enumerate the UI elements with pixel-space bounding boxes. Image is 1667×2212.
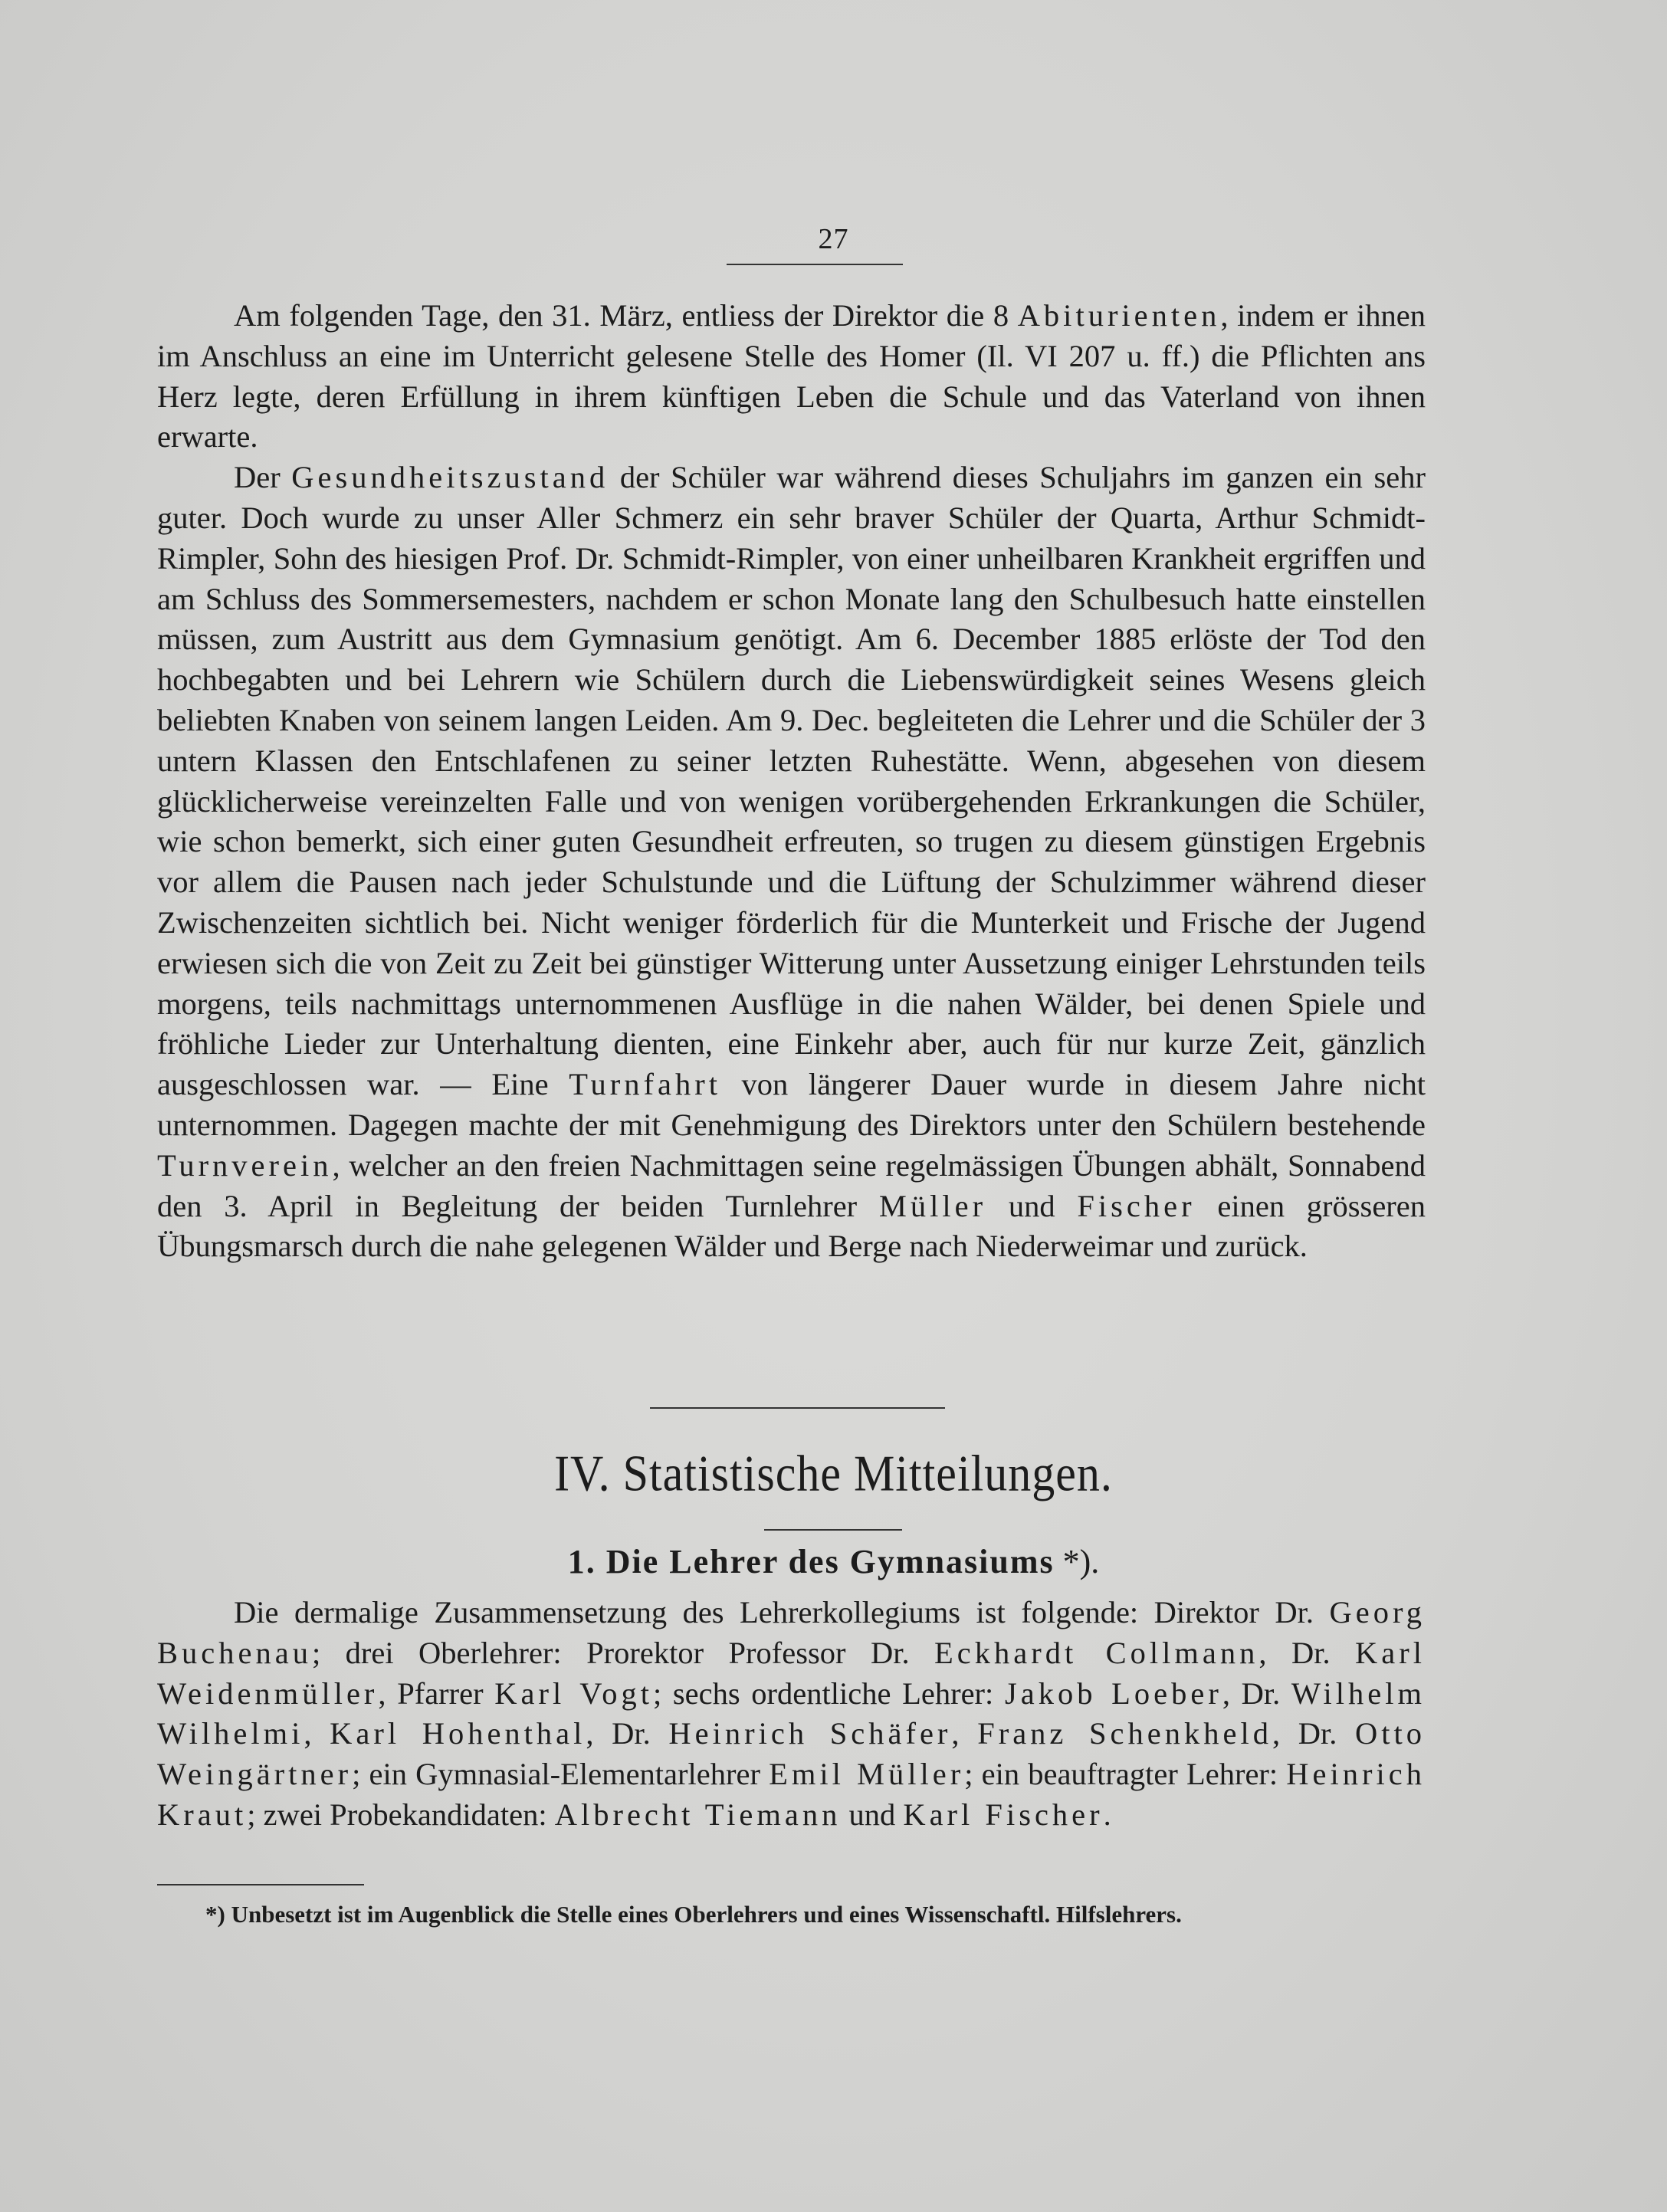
emphasis-fischer: Fischer	[1077, 1188, 1196, 1223]
header-rule	[727, 264, 903, 265]
emphasis-abiturienten: Abiturienten	[1017, 298, 1221, 333]
emphasis-turnverein: Turnverein	[157, 1147, 333, 1183]
name-buchenau: Georg Buchenau	[157, 1595, 1426, 1670]
paragraph-health: Der Gesundheitszustand der Schüler war während dieses Schuljahrs im ganzen ein sehr guter. Doch wurde zu unser Aller Schmerz ein sehr braver Schüler der Quarta, Arthur Schmidt-Rimpler, Sohn des hiesigen Prof. Dr. Schmidt-Rimpler, von einer unheilbaren Krankheit ergriffen und am Schluss des Sommersemesters, nachdem er schon Monate lang den Schulbesuch hatte einstellen müssen, zum Austritt aus dem Gymnasium genötigt. Am 6. December 1885 erlöste der Tod den hochbegabten und bei Lehrern wie Schülern durch die Liebenswürdigkeit seines Wesens gleich beliebten Knaben von seinem langen Leiden. Am 9. Dec. begleiteten die Lehrer und die Schüler der 3 untern Klassen den Entschlafenen zu seiner letzten Ruhestätte. Wenn, abgesehen von diesem glücklicherweise vereinzelten Falle und von wenigen vorübergehenden Erkrankungen die Schüler, wie schon bemerkt, sich einer guten Gesundheit erfreuten, so trugen zu diesem günstigen Ergebnis vor allem die Pausen nach jeder Schulstunde und die Lüftung der Schulzimmer während dieser Zwischenzeiten sichtlich bei. Nicht weniger förderlich für die Munterkeit und Frische der Jugend erwiesen sich die von Zeit zu Zeit bei günstiger Witterung unter Aussetzung einiger Lehrstunden teils morgens, teils nachmittags unternommenen Ausflüge in die nahen Wälder, bei denen Spiele und fröhliche Lieder zur Unterhaltung dienten, eine Einkehr aber, auch für nur kurze Zeit, gänzlich ausgeschlossen war. — Eine Turnfahrt von längerer Dauer wurde in diesem Jahre nicht unternommen. Dagegen machte der mit Genehmigung des Direktors unter den Schülern bestehende Turnverein, welcher an den freien Nachmittagen seine regelmässigen Übungen abhält, Sonnabend den 3. April in Begleitung der beiden Turnlehrer Müller und Fischer einen grösseren Übungsmarsch durch die nahe gelegenen Wälder und Berge nach Niederweimar und zurück.	[157, 460, 1426, 1264]
chronicle-text	[157, 296, 1426, 1267]
emphasis-turnfahrt: Turnfahrt	[569, 1067, 721, 1102]
page-number: 27	[818, 223, 849, 255]
name-hohenthal: Karl Hohenthal	[330, 1716, 586, 1751]
name-tiemann: Albrecht Tiemann	[554, 1797, 842, 1832]
emphasis-gesundheitszustand: Gesundheitszustand	[291, 460, 609, 495]
section-divider	[650, 1407, 945, 1409]
subsection-title: 1. Die Lehrer des Gymnasiums *).	[567, 1543, 1100, 1580]
emphasis-mueller: Müller	[878, 1188, 987, 1223]
name-vogt: Karl Vogt	[494, 1675, 653, 1711]
name-schaefer: Heinrich Schäfer	[668, 1716, 952, 1751]
paragraph-graduation: Am folgenden Tage, den 31. März, entliess der Direktor die 8 Abiturienten, indem er ihnen im Anschluss an eine im Unterricht gelesene Stelle des Homer (Il. VI 207 u. ff.) die Pflichten ans Herz legte, deren Erfüllung in ihrem künftigen Leben die Schule und das Vaterland von ihnen erwarte.	[157, 298, 1426, 455]
footnote-rule	[157, 1884, 364, 1885]
name-kraut: Heinrich Kraut	[157, 1757, 1426, 1832]
subsection-divider	[764, 1529, 902, 1531]
staff-list-text	[157, 1593, 1426, 1836]
name-loeber: Jakob Loeber	[1004, 1675, 1222, 1711]
footnote-marker: *).	[1054, 1543, 1100, 1580]
name-weidenmueller: Karl Weidenmüller	[157, 1635, 1426, 1711]
section-title: IV. Statistische Mitteilungen.	[554, 1444, 1113, 1501]
name-karl-fischer: Karl Fischer	[903, 1797, 1104, 1832]
name-emil-mueller: Emil Müller	[769, 1757, 965, 1792]
name-wilhelmi: Wilhelm Wilhelmi	[157, 1675, 1426, 1751]
paragraph-staff: Die dermalige Zusammensetzung des Lehrerkollegiums ist folgende: Direktor Dr. Georg Buchenau; drei Oberlehrer: Prorektor Professor Dr. Eckhardt Collmann, Dr. Karl Weidenmüller, Pfarrer Karl Vogt; sechs ordentliche Lehrer: Jakob Loeber, Dr. Wilhelm Wilhelmi, Karl Hohenthal, Dr. Heinrich Schäfer, Franz Schenkheld, Dr. Otto Weingärtner; ein Gymnasial-Elementarlehrer Emil Müller; ein beauftragter Lehrer: Heinrich Kraut; zwei Probekandidaten: Albrecht Tiemann und Karl Fischer.	[157, 1595, 1426, 1832]
name-schenkheld: Franz Schenkheld	[977, 1716, 1272, 1751]
name-collmann: Eckhardt Collmann	[934, 1635, 1259, 1670]
footnote: *) Unbesetzt ist im Augenblick die Stelle eines Oberlehrers und eines Wissenschaftl. Hilfslehrers.	[205, 1901, 1182, 1928]
name-weingaertner: Otto Weingärtner	[157, 1716, 1426, 1792]
